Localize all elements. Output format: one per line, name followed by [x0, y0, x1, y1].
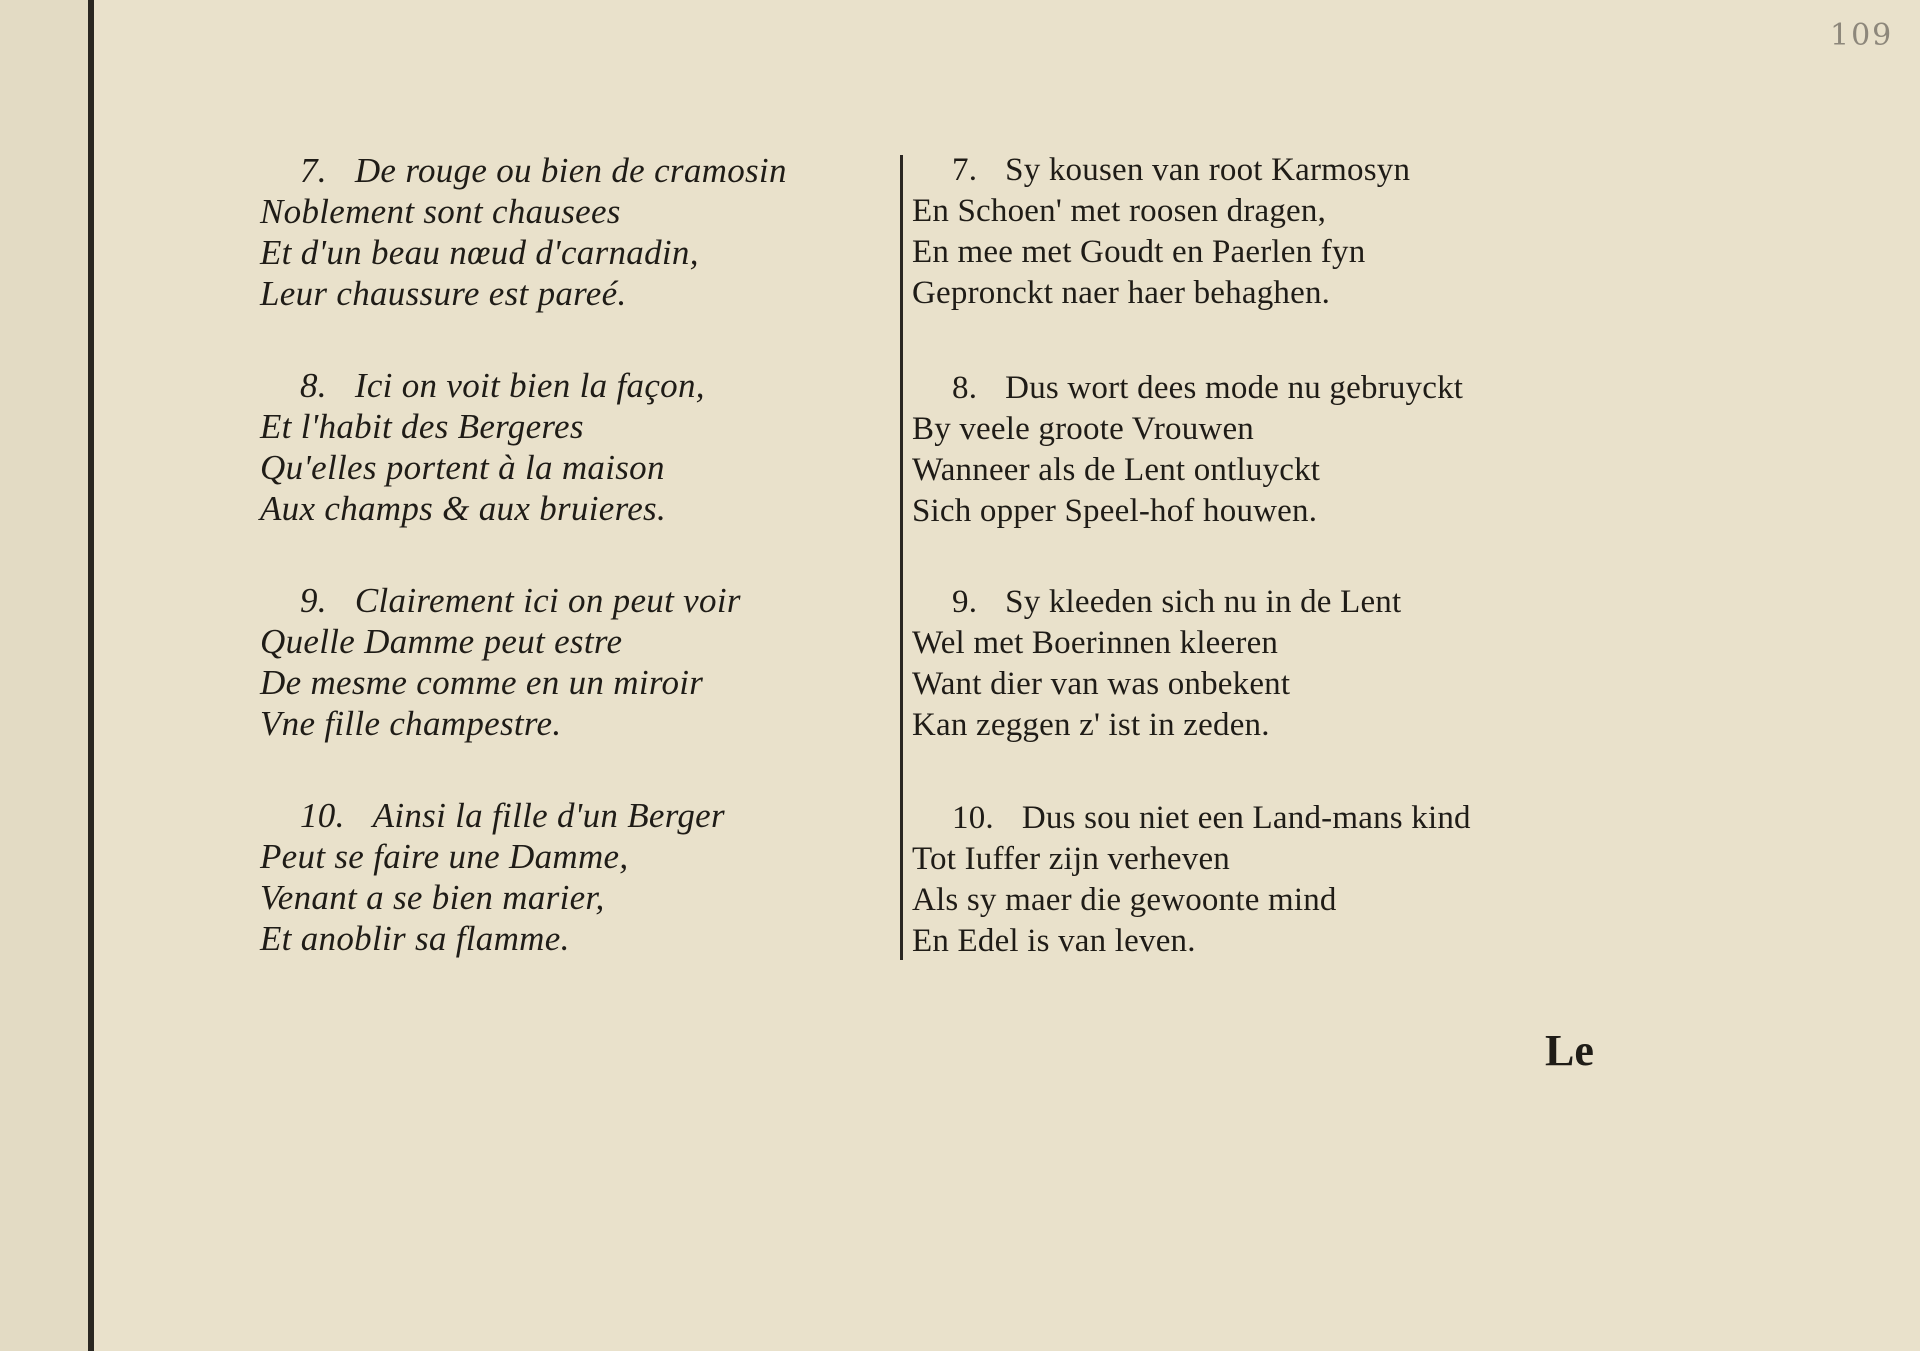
verse-line	[912, 368, 1463, 409]
verse-line	[260, 232, 787, 273]
stanza-number: 9.	[300, 581, 327, 620]
verse-text: Tot Iuffer zijn verheven	[912, 841, 1230, 877]
verse-line	[260, 836, 725, 877]
verse-text: Et anoblir sa flamme.	[260, 919, 570, 958]
verse-text: Venant a se bien marier,	[260, 878, 605, 917]
verse-line	[260, 365, 705, 406]
verse-text: Qu'elles portent à la maison	[260, 448, 665, 487]
verse-line	[260, 488, 705, 529]
verse-text: Quelle Damme peut estre	[260, 622, 623, 661]
french-stanza-9	[260, 580, 741, 744]
stanza-number: 7.	[952, 152, 978, 188]
verse-text: Wanneer als de Lent ontluyckt	[912, 452, 1321, 488]
verse-text: Leur chaussure est pareé.	[260, 274, 627, 313]
verse-text: En Edel is van leven.	[912, 923, 1196, 959]
page-number: 109	[1830, 18, 1894, 53]
verse-line	[260, 621, 741, 662]
verse-text: Want dier van was onbekent	[912, 666, 1291, 702]
verse-text: En mee met Goudt en Paerlen fyn	[912, 234, 1366, 270]
verse-line	[260, 703, 741, 744]
stanza-number: 10.	[952, 800, 994, 836]
stanza-number: 10.	[300, 796, 345, 835]
verse-line	[260, 406, 705, 447]
verse-line	[260, 662, 741, 703]
verse-text: Clairement ici on peut voir	[354, 581, 741, 620]
verse-line	[912, 705, 1401, 746]
verse-line	[912, 491, 1463, 532]
verse-text: Vne fille champestre.	[260, 704, 562, 743]
dutch-stanza-10	[912, 798, 1471, 962]
verse-line	[260, 795, 725, 836]
french-stanza-7	[260, 150, 787, 314]
binding-gutter	[88, 0, 94, 1351]
verse-line	[912, 880, 1471, 921]
dutch-stanza-8	[912, 368, 1463, 532]
verse-line	[912, 409, 1463, 450]
verse-line	[912, 921, 1471, 962]
stanza-number: 8.	[952, 370, 978, 406]
column-divider	[900, 155, 903, 960]
verse-line	[912, 839, 1471, 880]
catchword: Le	[1545, 1026, 1594, 1075]
verse-text: Sich opper Speel-hof houwen.	[912, 493, 1318, 529]
verse-text: Peut se faire une Damme,	[260, 837, 629, 876]
stanza-number: 9.	[952, 584, 978, 620]
dutch-stanza-7	[912, 150, 1410, 314]
verse-line	[260, 877, 725, 918]
french-stanza-8	[260, 365, 705, 529]
verse-text: Gepronckt naer haer behaghen.	[912, 275, 1331, 311]
stanza-number: 8.	[300, 366, 327, 405]
facing-page-edge	[0, 0, 88, 1351]
verse-text: En Schoen' met roosen dragen,	[912, 193, 1327, 229]
verse-line	[260, 918, 725, 959]
verse-text: Dus sou niet een Land-mans kind	[1021, 800, 1471, 836]
verse-line	[912, 582, 1401, 623]
verse-text: Als sy maer die gewoonte mind	[912, 882, 1337, 918]
verse-line	[260, 150, 787, 191]
verse-line	[912, 232, 1410, 273]
french-stanza-10	[260, 795, 725, 959]
verse-line	[912, 273, 1410, 314]
verse-text: Noblement sont chausees	[260, 192, 621, 231]
verse-text: Et d'un beau nœud d'carnadin,	[260, 233, 699, 272]
verse-line	[912, 450, 1463, 491]
dutch-stanza-9	[912, 582, 1401, 746]
verse-text: De mesme comme en un miroir	[260, 663, 704, 702]
verse-line	[260, 273, 787, 314]
verse-text: Sy kleeden sich nu in de Lent	[1005, 584, 1402, 620]
verse-text: Sy kousen van root Karmosyn	[1005, 152, 1411, 188]
verse-line	[260, 447, 705, 488]
verse-text: De rouge ou bien de cramosin	[354, 151, 787, 190]
verse-line	[260, 580, 741, 621]
verse-text: Ici on voit bien la façon,	[354, 366, 705, 405]
verse-line	[912, 798, 1471, 839]
verse-line	[912, 664, 1401, 705]
stanza-number: 7.	[300, 151, 327, 190]
verse-text: Wel met Boerinnen kleeren	[912, 625, 1279, 661]
verse-line	[912, 191, 1410, 232]
verse-text: By veele groote Vrouwen	[912, 411, 1254, 447]
verse-text: Kan zeggen z' ist in zeden.	[912, 707, 1270, 743]
verse-text: Et l'habit des Bergeres	[260, 407, 584, 446]
verse-text: Ainsi la fille d'un Berger	[372, 796, 725, 835]
verse-line	[912, 150, 1410, 191]
verse-line	[912, 623, 1401, 664]
verse-text: Dus wort dees mode nu gebruyckt	[1005, 370, 1464, 406]
verse-line	[260, 191, 787, 232]
verse-text: Aux champs & aux bruieres.	[260, 489, 667, 528]
